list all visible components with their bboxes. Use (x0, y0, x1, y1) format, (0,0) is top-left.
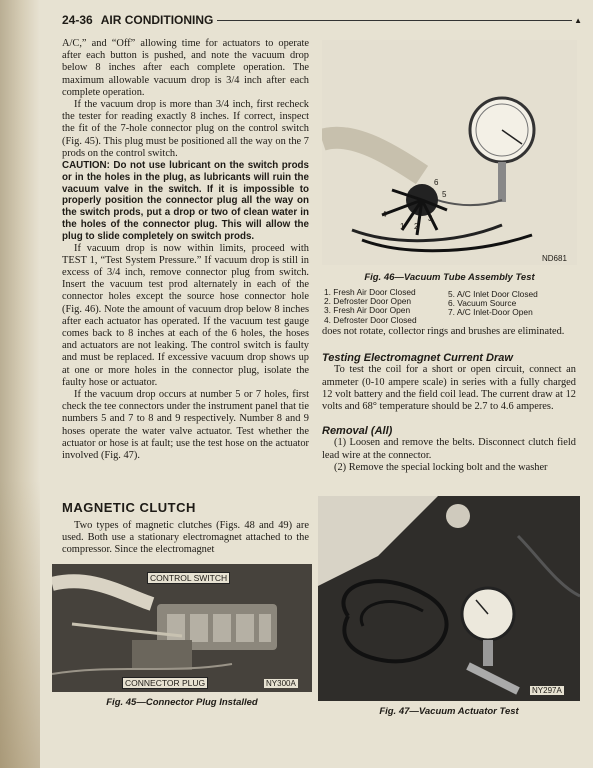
section-title: AIR CONDITIONING (100, 13, 214, 27)
fig45-photo (52, 564, 312, 692)
vacuum-actuator-test-illustration (318, 496, 580, 701)
fig46-number-1: 1 (400, 222, 405, 231)
label-connector-plug: CONNECTOR PLUG (122, 677, 208, 689)
right-para-1: does not rotate, collector rings and brushes are eliminated. (322, 326, 565, 337)
removal-step-2: (2) Remove the special locking bolt and the washer (334, 461, 548, 473)
heading-removal: Removal (All) (322, 425, 393, 438)
page-number: 24-36 (62, 13, 93, 27)
right-para-2: To test the coil for a short or open circuit, connect an ammeter (0-10 ampere scale) in series with a fully charged 12 volt battery and the field coil lead. The current draw at 12 volts and 68° temperature should be 2.7 to 4.6 amperes. (322, 364, 576, 413)
legend-item: 5. A/C Inlet Door Closed (448, 289, 538, 299)
legend-item: 7. A/C Inlet-Door Open (448, 307, 533, 318)
left-para-5: Two types of magnetic clutches (Figs. 48 and 49) are used. Both use a stationary electromagnet attached to the compressor. Since the electromagnet (62, 520, 309, 556)
legend-item: 2. Defroster Door Open (324, 296, 412, 307)
left-para-3: If vacuum drop is now within limits, proceed with TEST 1, “Test System Pressure.” If vacuum drop is still in excess of 3/4 inch, remove connector plug from switch. Insert the vacuum test prod alternately in each of the connector holes except the source hose connector hole (Fig. 46). Note the amount of vacuum drop below 8 inches after each actuator has operated. If the vacuum test gauge comes back to 8 inches at each of the 6 holes, the hoses and actuators are not leaking. The control switch is faulty and must be replaced. If excessive vacuum drop shows up at one or more holes in the connector plug, isolate the faulty hose or actuator. (62, 242, 309, 388)
fig46-number-5: 5 (442, 190, 447, 199)
header-rule (217, 20, 572, 21)
page-header (62, 10, 582, 30)
right-column (322, 326, 576, 474)
left-column (62, 38, 309, 462)
header-triangle-icon: ▲ (574, 15, 582, 25)
fig46-legend-right (448, 290, 538, 318)
legend-item: 3. Fresh Air Door Open (324, 305, 411, 316)
fig46-number-2: 2 (414, 222, 419, 231)
fig45-caption: Fig. 45—Connector Plug Installed (106, 697, 258, 708)
page-stain (0, 480, 40, 768)
removal-step-1: (1) Loosen and remove the belts. Disconnect clutch field lead wire at the connector. (322, 437, 576, 461)
fig46-code: ND681 (542, 254, 567, 263)
fig45-code: NY300A (266, 679, 296, 688)
fig46-number-6: 6 (434, 178, 439, 187)
caution-note: CAUTION: Do not use lubricant on the switch prods or in the holes in the plug, as lubricants will ruin the vacuum valve in the switch. If it is impossible to properly position the connector plug all the way on the switch prods, put a drop or two of clean water in the holes of the connector plug. This will allow the plug to slide completely on switch prods. (62, 160, 309, 242)
fig46-legend-left (324, 288, 417, 325)
legend-item: 4. Defroster Door Closed (324, 314, 417, 325)
heading-magnetic-clutch: MAGNETIC CLUTCH (62, 500, 196, 515)
fig46-number-4: 4 (382, 210, 387, 219)
left-para-5-block (62, 520, 309, 557)
fig46-photo (322, 40, 577, 265)
left-para-2: If the vacuum drop is more than 3/4 inch, first recheck the tester for reading exactly 8 inches. If correct, inspect the fit of the 7-hole connector plug on the control switch (Fig. 45). This plug must be positioned all the way on the 7 prods on the control switch. (62, 99, 309, 159)
fig47-photo (318, 496, 580, 701)
fig47-caption: Fig. 47—Vacuum Actuator Test (379, 706, 519, 717)
heading-testing-electromagnet: Testing Electromagnet Current Draw (322, 352, 513, 365)
fig46-number-3: 3 (428, 214, 433, 223)
fig46-caption: Fig. 46—Vacuum Tube Assembly Test (364, 272, 535, 283)
legend-item: 6. Vacuum Source (448, 298, 517, 309)
vacuum-tube-test-illustration (322, 40, 577, 265)
left-para-4: If the vacuum drop occurs at number 5 or 7 holes, first check the tee connectors under the instrument panel that tie numbers 5 and 7 to 8 and 9 respectively. Number 8 and 9 hoses operate the water valve actuator. Test whether the actuator or hose is at fault; use the test hose on the actuator involved (Fig. 47). (62, 389, 309, 462)
label-control-switch: CONTROL SWITCH (147, 572, 230, 584)
left-para-1: A/C,” and “Off” allowing time for actuators to operate after each button is pushed, and note the vacuum drop below 8 inches after each complete operation. The maximum allowable vacuum drop is 3/4 inch after each complete operation. (62, 38, 309, 98)
fig47-code: NY297A (532, 686, 562, 695)
legend-item: 1. Fresh Air Door Closed (324, 287, 416, 297)
